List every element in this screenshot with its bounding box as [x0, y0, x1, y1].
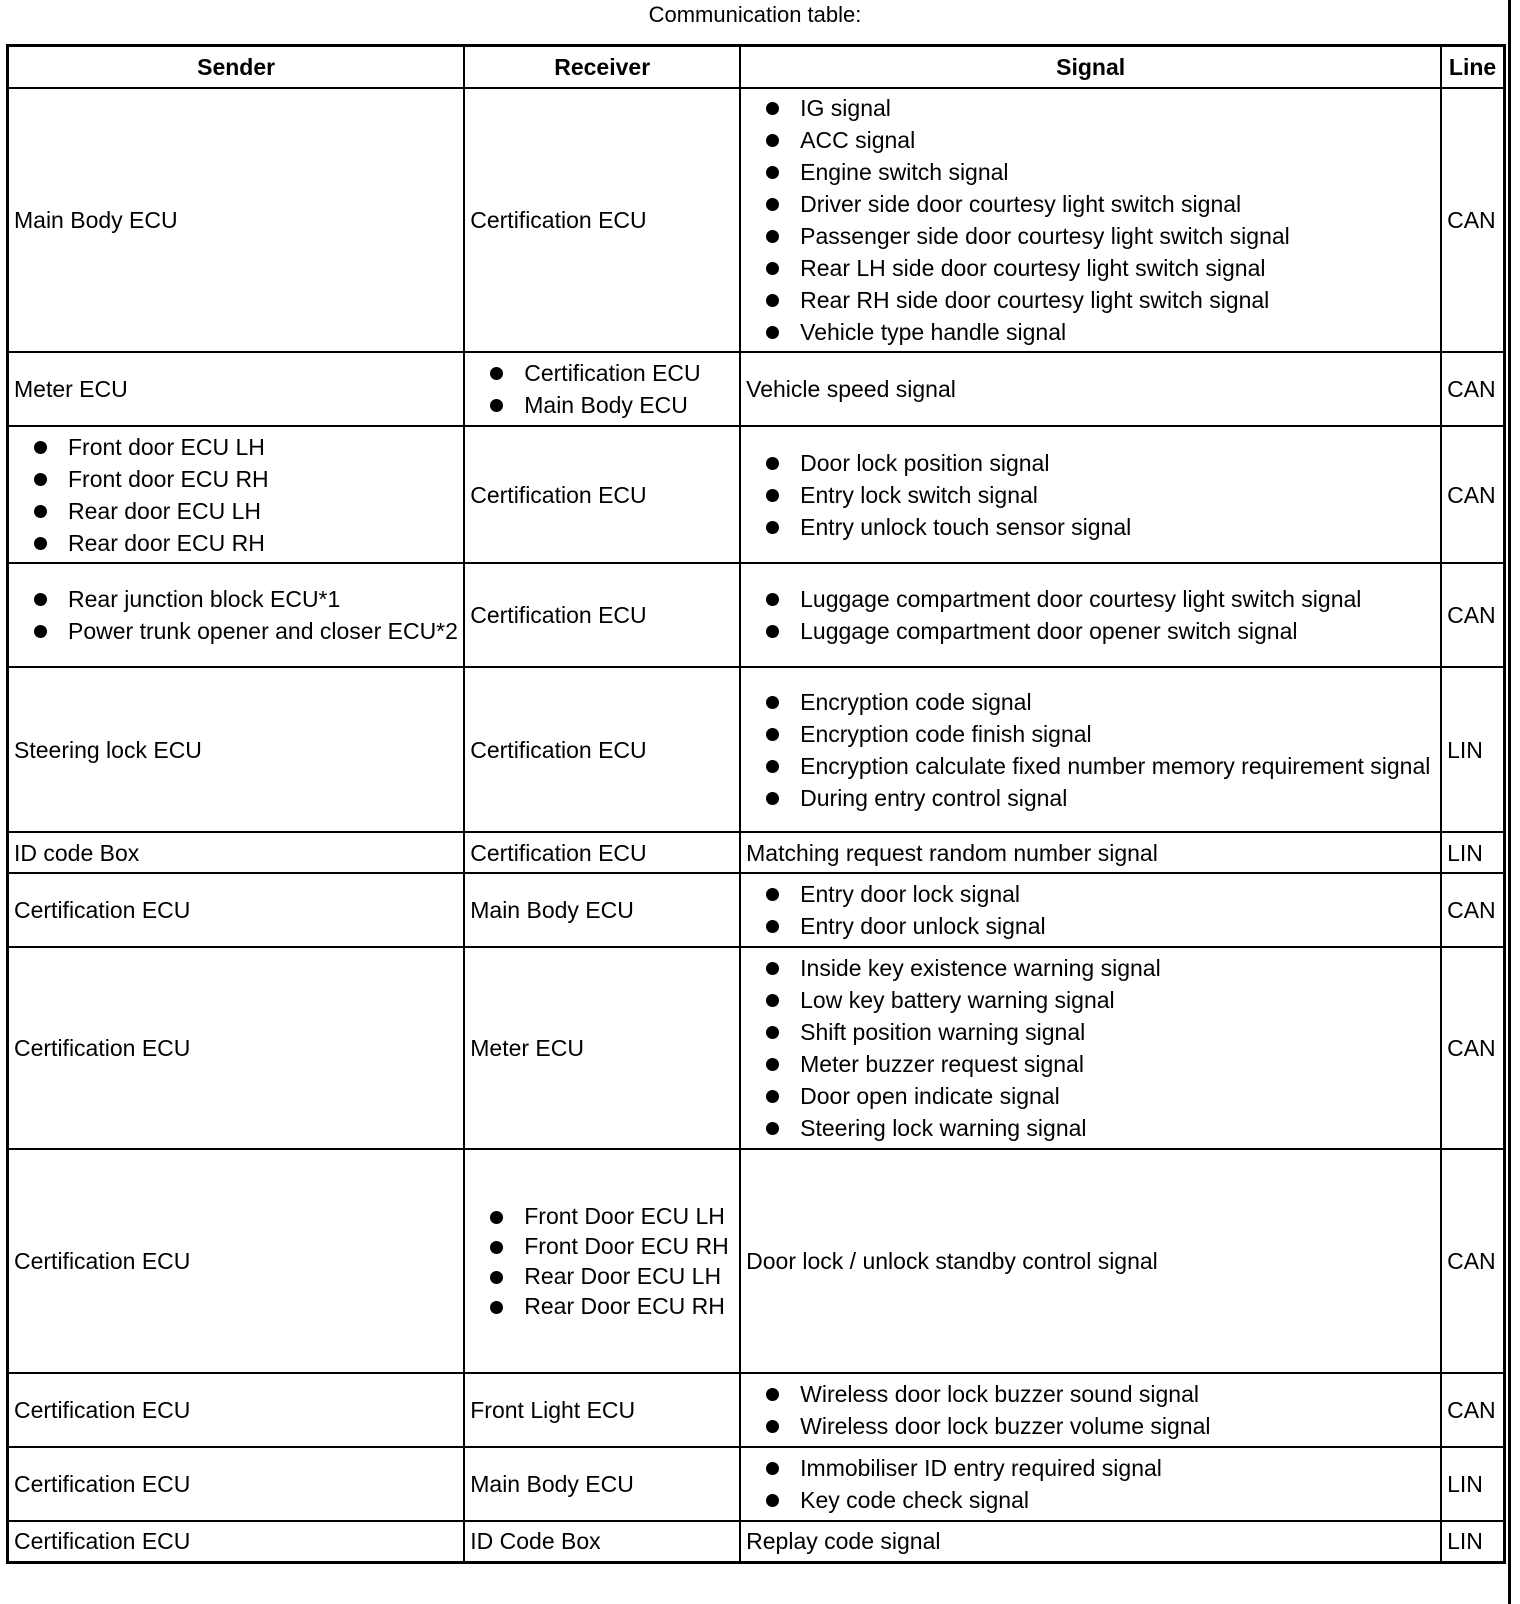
signal-list-item — [766, 447, 1435, 479]
receiver-list-item — [490, 1261, 734, 1291]
signal-list — [746, 581, 1435, 649]
signal-list-item — [766, 252, 1435, 284]
receiver-list-item — [490, 357, 734, 389]
sender-text: Certification ECU — [14, 1035, 191, 1061]
bullet-icon — [766, 1388, 779, 1401]
receiver-cell — [464, 1149, 740, 1373]
receiver-text: Rear Door ECU LH — [524, 1263, 722, 1289]
signal-list — [746, 1376, 1435, 1444]
sender-text: Steering lock ECU — [14, 736, 202, 763]
bullet-icon — [766, 166, 779, 179]
bullet-icon — [766, 1026, 779, 1039]
table-row — [8, 88, 1505, 352]
signal-list-item — [766, 156, 1435, 188]
receiver-text: Meter ECU — [470, 1035, 584, 1061]
bullet-icon — [766, 198, 779, 211]
table-row — [8, 426, 1505, 563]
signal-list-item — [766, 220, 1435, 252]
bullet-icon — [766, 1090, 779, 1103]
sender-text: Front door ECU LH — [68, 433, 265, 460]
sender-text: Certification ECU — [14, 1471, 191, 1497]
bullet-icon — [766, 102, 779, 115]
receiver-text: Certification ECU — [470, 839, 647, 866]
sender-cell — [8, 1149, 465, 1373]
receiver-cell — [464, 832, 740, 873]
receiver-text: Front Door ECU LH — [524, 1203, 725, 1229]
header-sender: Sender — [8, 46, 465, 89]
sender-text: ID code Box — [14, 839, 140, 866]
sender-cell — [8, 1373, 465, 1447]
signal-list-item — [766, 1410, 1435, 1442]
receiver-list — [470, 1199, 734, 1323]
signal-text: Key code check signal — [800, 1487, 1029, 1513]
line-cell — [1441, 352, 1504, 426]
receiver-list — [470, 355, 734, 423]
receiver-cell — [464, 1447, 740, 1521]
bullet-icon — [34, 537, 47, 550]
receiver-text: Certification ECU — [470, 481, 647, 508]
sender-cell — [8, 426, 465, 563]
signal-cell — [740, 426, 1441, 563]
bullet-icon — [766, 1420, 779, 1433]
bullet-icon — [34, 593, 47, 606]
signal-list-item — [766, 124, 1435, 156]
sender-text: Front door ECU RH — [68, 465, 269, 492]
signal-text: Encryption calculate fixed number memory requirement signal — [800, 752, 1431, 779]
sender-list-item — [34, 431, 458, 463]
receiver-text: Front Light ECU — [470, 1397, 636, 1423]
receiver-cell — [464, 426, 740, 563]
bullet-icon — [766, 593, 779, 606]
receiver-text: Certification ECU — [524, 360, 701, 386]
signal-cell — [740, 667, 1441, 832]
signal-cell — [740, 832, 1441, 873]
line-cell — [1441, 563, 1504, 667]
sender-list-item — [34, 615, 458, 647]
bullet-icon — [766, 994, 779, 1007]
line-type: LIN — [1447, 1528, 1483, 1555]
line-cell — [1441, 832, 1504, 873]
signal-text: Rear LH side door courtesy light switch signal — [800, 255, 1266, 281]
signal-text: Entry lock switch signal — [800, 481, 1038, 508]
bullet-icon — [490, 1271, 503, 1284]
signal-list-item — [766, 92, 1435, 124]
signal-text: Luggage compartment door opener switch signal — [800, 618, 1298, 644]
signal-list-item — [766, 1016, 1435, 1048]
signal-text: Matching request random number signal — [746, 839, 1158, 866]
signal-list-item — [766, 284, 1435, 316]
receiver-text: Certification ECU — [470, 736, 647, 763]
sender-cell — [8, 1447, 465, 1521]
table-row — [8, 1149, 1505, 1373]
line-type: LIN — [1447, 1471, 1483, 1497]
line-type: CAN — [1447, 1248, 1496, 1274]
bullet-icon — [34, 505, 47, 518]
bullet-icon — [766, 792, 779, 805]
line-type: CAN — [1447, 602, 1496, 628]
table-body — [8, 88, 1505, 1562]
receiver-cell — [464, 947, 740, 1149]
receiver-cell — [464, 873, 740, 947]
bullet-icon — [766, 326, 779, 339]
receiver-cell — [464, 563, 740, 667]
signal-cell — [740, 1521, 1441, 1562]
signal-list — [746, 684, 1435, 816]
receiver-list-item — [490, 1231, 734, 1261]
bullet-icon — [766, 1494, 779, 1507]
line-type: CAN — [1447, 207, 1496, 233]
line-type: LIN — [1447, 839, 1483, 866]
sender-text: Power trunk opener and closer ECU*2 — [68, 618, 458, 644]
table-row — [8, 832, 1505, 873]
sender-list-item — [34, 495, 458, 527]
bullet-icon — [766, 920, 779, 933]
signal-cell — [740, 88, 1441, 352]
signal-text: Low key battery warning signal — [800, 987, 1115, 1013]
signal-list-item — [766, 188, 1435, 220]
line-cell — [1441, 1521, 1504, 1562]
line-cell — [1441, 88, 1504, 352]
signal-text: Vehicle speed signal — [746, 376, 956, 402]
line-cell — [1441, 1447, 1504, 1521]
signal-list — [746, 950, 1435, 1146]
page-edge-rule — [1508, 0, 1511, 1604]
sender-list-item — [34, 527, 458, 559]
receiver-cell — [464, 352, 740, 426]
signal-cell — [740, 1447, 1441, 1521]
sender-list — [14, 581, 458, 649]
receiver-text: Main Body ECU — [470, 1471, 634, 1497]
line-cell — [1441, 1373, 1504, 1447]
bullet-icon — [766, 294, 779, 307]
receiver-text: Certification ECU — [470, 602, 647, 628]
sender-text: Certification ECU — [14, 1528, 191, 1555]
bullet-icon — [34, 441, 47, 454]
sender-cell — [8, 667, 465, 832]
signal-list — [746, 90, 1435, 350]
signal-cell — [740, 947, 1441, 1149]
receiver-cell — [464, 1521, 740, 1562]
line-type: LIN — [1447, 736, 1483, 763]
signal-cell — [740, 1149, 1441, 1373]
line-cell — [1441, 1149, 1504, 1373]
sender-list — [14, 429, 458, 561]
signal-text: Vehicle type handle signal — [800, 319, 1067, 345]
signal-text: Immobiliser ID entry required signal — [800, 1455, 1162, 1481]
table-row — [8, 873, 1505, 947]
sender-text: Meter ECU — [14, 376, 128, 402]
receiver-text: Certification ECU — [470, 207, 647, 233]
signal-text: Encryption code finish signal — [800, 720, 1092, 747]
table-row — [8, 352, 1505, 426]
signal-list-item — [766, 718, 1435, 750]
bullet-icon — [490, 399, 503, 412]
signal-text: Shift position warning signal — [800, 1019, 1086, 1045]
sender-text: Certification ECU — [14, 1397, 191, 1423]
bullet-icon — [766, 760, 779, 773]
bullet-icon — [766, 1122, 779, 1135]
table-row — [8, 667, 1505, 832]
header-signal: Signal — [740, 46, 1441, 89]
bullet-icon — [766, 728, 779, 741]
signal-text: Door lock / unlock standby control signal — [746, 1248, 1158, 1274]
receiver-cell — [464, 88, 740, 352]
communication-table — [6, 44, 1506, 1564]
receiver-text: Main Body ECU — [470, 897, 634, 923]
signal-text: Passenger side door courtesy light switch signal — [800, 223, 1290, 249]
signal-text: Door open indicate signal — [800, 1083, 1060, 1109]
signal-text: During entry control signal — [800, 784, 1068, 811]
signal-list-item — [766, 583, 1435, 615]
signal-text: Door lock position signal — [800, 449, 1050, 476]
receiver-cell — [464, 667, 740, 832]
signal-list — [746, 445, 1435, 545]
signal-text: Driver side door courtesy light switch signal — [800, 191, 1242, 217]
bullet-icon — [766, 1058, 779, 1071]
signal-list-item — [766, 984, 1435, 1016]
signal-text: Wireless door lock buzzer sound signal — [800, 1381, 1199, 1407]
signal-list-item — [766, 952, 1435, 984]
table-row — [8, 1521, 1505, 1562]
table-row — [8, 1447, 1505, 1521]
signal-list-item — [766, 878, 1435, 910]
receiver-list-item — [490, 1291, 734, 1321]
receiver-text: Main Body ECU — [524, 392, 688, 418]
bullet-icon — [766, 134, 779, 147]
sender-cell — [8, 88, 465, 352]
signal-text: Meter buzzer request signal — [800, 1051, 1084, 1077]
signal-list-item — [766, 1048, 1435, 1080]
signal-cell — [740, 352, 1441, 426]
receiver-cell — [464, 1373, 740, 1447]
line-cell — [1441, 426, 1504, 563]
signal-text: ACC signal — [800, 127, 916, 153]
signal-text: Entry door unlock signal — [800, 913, 1046, 939]
bullet-icon — [766, 230, 779, 243]
bullet-icon — [766, 457, 779, 470]
signal-list-item — [766, 511, 1435, 543]
bullet-icon — [34, 625, 47, 638]
bullet-icon — [34, 473, 47, 486]
bullet-icon — [490, 1301, 503, 1314]
line-cell — [1441, 873, 1504, 947]
table-row — [8, 1373, 1505, 1447]
header-line: Line — [1441, 46, 1504, 89]
signal-text: IG signal — [800, 95, 891, 121]
sender-list-item — [34, 583, 458, 615]
signal-list-item — [766, 910, 1435, 942]
sender-text: Rear junction block ECU*1 — [68, 586, 341, 612]
receiver-list-item — [490, 389, 734, 421]
signal-list-item — [766, 1112, 1435, 1144]
bullet-icon — [766, 696, 779, 709]
signal-text: Engine switch signal — [800, 159, 1009, 185]
sender-list-item — [34, 463, 458, 495]
sender-cell — [8, 1521, 465, 1562]
signal-cell — [740, 563, 1441, 667]
signal-text: Rear RH side door courtesy light switch signal — [800, 287, 1270, 313]
sender-text: Rear door ECU LH — [68, 497, 262, 524]
signal-text: Encryption code signal — [800, 688, 1032, 715]
bullet-icon — [766, 962, 779, 975]
bullet-icon — [766, 262, 779, 275]
signal-list-item — [766, 615, 1435, 647]
bullet-icon — [766, 888, 779, 901]
signal-text: Wireless door lock buzzer volume signal — [800, 1413, 1211, 1439]
receiver-text: Front Door ECU RH — [524, 1233, 729, 1259]
sender-text: Main Body ECU — [14, 207, 178, 233]
signal-list-item — [766, 750, 1435, 782]
signal-text: Replay code signal — [746, 1528, 941, 1555]
sender-text: Rear door ECU RH — [68, 529, 265, 556]
receiver-text: Rear Door ECU RH — [524, 1293, 725, 1319]
bullet-icon — [766, 625, 779, 638]
sender-cell — [8, 947, 465, 1149]
sender-text: Certification ECU — [14, 897, 191, 923]
header-receiver: Receiver — [464, 46, 740, 89]
signal-list — [746, 1450, 1435, 1518]
table-row — [8, 563, 1505, 667]
bullet-icon — [490, 1241, 503, 1254]
signal-text: Entry door lock signal — [800, 881, 1021, 907]
signal-list-item — [766, 316, 1435, 348]
signal-cell — [740, 1373, 1441, 1447]
line-type: CAN — [1447, 1397, 1496, 1423]
signal-list — [746, 876, 1435, 944]
bullet-icon — [766, 1462, 779, 1475]
sender-cell — [8, 352, 465, 426]
signal-list-item — [766, 1452, 1435, 1484]
sender-text: Certification ECU — [14, 1248, 191, 1274]
signal-text: Luggage compartment door courtesy light switch signal — [800, 586, 1362, 612]
signal-list-item — [766, 1378, 1435, 1410]
signal-list-item — [766, 782, 1435, 814]
table-row — [8, 947, 1505, 1149]
sender-cell — [8, 563, 465, 667]
line-type: CAN — [1447, 481, 1496, 508]
header-row — [8, 46, 1505, 89]
signal-list-item — [766, 686, 1435, 718]
line-type: CAN — [1447, 897, 1496, 923]
line-cell — [1441, 947, 1504, 1149]
sender-cell — [8, 832, 465, 873]
signal-text: Inside key existence warning signal — [800, 955, 1161, 981]
line-type: CAN — [1447, 1035, 1496, 1061]
signal-text: Steering lock warning signal — [800, 1115, 1087, 1141]
receiver-list-item — [490, 1201, 734, 1231]
bullet-icon — [490, 367, 503, 380]
signal-list-item — [766, 1080, 1435, 1112]
sender-cell — [8, 873, 465, 947]
signal-list-item — [766, 479, 1435, 511]
page-title: Communication table: — [648, 2, 862, 27]
bullet-icon — [766, 489, 779, 502]
bullet-icon — [490, 1211, 503, 1224]
signal-text: Entry unlock touch sensor signal — [800, 513, 1132, 540]
signal-cell — [740, 873, 1441, 947]
line-type: CAN — [1447, 376, 1496, 402]
receiver-text: ID Code Box — [470, 1528, 601, 1555]
signal-list-item — [766, 1484, 1435, 1516]
line-cell — [1441, 667, 1504, 832]
bullet-icon — [766, 521, 779, 534]
